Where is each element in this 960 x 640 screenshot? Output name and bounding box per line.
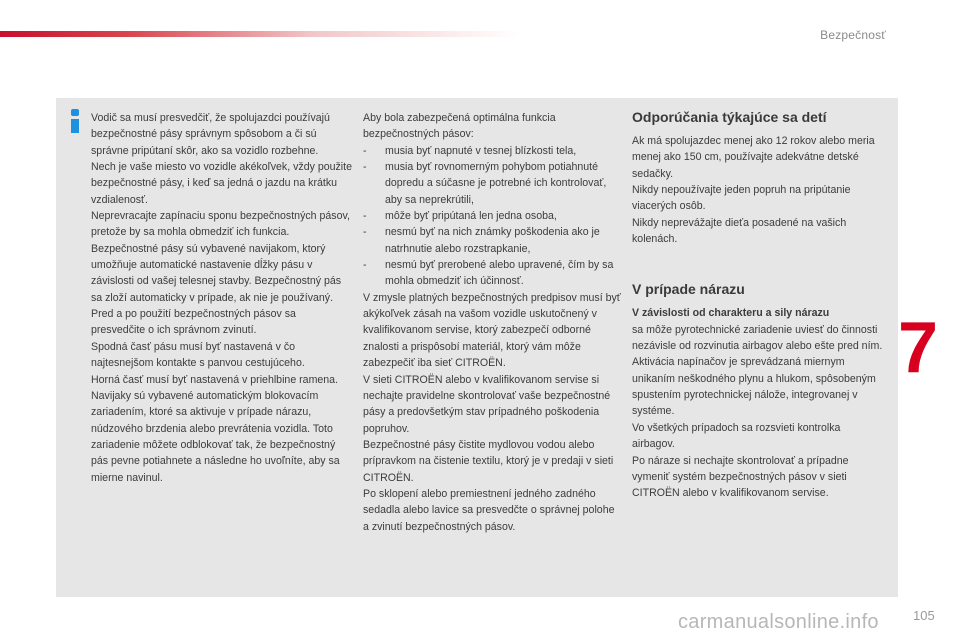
subsection-bold	[632, 305, 884, 419]
list-dash: -	[363, 210, 367, 223]
subsection-lead: V závislosti od charakteru a sily nárazu	[632, 307, 830, 320]
paragraph: V zmysle platných bezpečnostných predpisov musí byť akýkoľvek zásah na vašom vozidle uskutočnený v kvalifikovanom servise, ktorý zabezpečí odborné znalosti a prispôsobí materiál, ktorý vám môže zabezpečiť iba sieť CITROËN.	[363, 291, 621, 370]
list-dash: -	[363, 259, 367, 272]
intro-text: Aby bola zabezpečená optimálna funkcia bezpečnostných pásov:	[363, 112, 556, 141]
header-accent-bar	[0, 31, 520, 37]
column-seatbelt-function	[363, 110, 621, 535]
list-item-text: nesmú byť prerobené alebo upravené, čím by sa mohla obmedziť ich účinnosť.	[385, 259, 614, 288]
paragraph: Neprevracajte zapínaciu sponu bezpečnostných pásov, pretože by sa mohla obmedziť ich funkcia.	[91, 210, 350, 239]
chapter-number: 7	[898, 308, 939, 388]
paragraph: Pred a po použití bezpečnostných pásov sa presvedčite o ich správnom zvinutí.	[91, 308, 296, 337]
list-item	[363, 143, 621, 159]
section-title: Bezpečnosť	[820, 28, 886, 42]
list-item-text: nesmú byť na nich známky poškodenia ako je natrhnutie alebo rozstrapkanie,	[385, 226, 600, 255]
paragraph: Po sklopení alebo premiestnení jedného zadného sedadla alebo lavice sa presvedčte o správnej polohe a zvinutí bezpečnostných pásov.	[363, 487, 615, 533]
paragraph: Vo všetkých prípadoch sa rozsvieti kontrolka airbagov.	[632, 421, 841, 451]
paragraph: Navijaky sú vybavené automatickým blokovacím zariadením, ktoré sa aktivuje v prípade nárazu, núdzového brzdenia alebo prevrátenia vozidla. Toto zariadenie môžete odblokovať tak, že bezpečnostný pás pevne potiahnete a následne ho uvoľníte, aby sa mierne navinul.	[91, 389, 340, 484]
list-dash: -	[363, 144, 367, 157]
list-dash: -	[363, 226, 367, 239]
paragraph: Nech je vaše miesto vo vozidle akékoľvek, vždy použite bezpečnostné pásy, i keď sa jedná o jazdu na krátku vzdialenosť.	[91, 161, 352, 206]
list-dash: -	[363, 161, 367, 174]
paragraph: Nikdy neprevážajte dieťa posadené na vašich kolenách.	[632, 216, 847, 246]
list-item	[363, 224, 621, 257]
list-item-text: musia byť rovnomerným pohybom potiahnuté dopredu a súčasne je potrebné ich kontrolovať, aby sa neprekrútili,	[385, 161, 607, 206]
paragraph: Spodná časť pásu musí byť nastavená v čo najtesnejšom kontakte s panvou cestujúceho.	[91, 340, 305, 370]
paragraph: V sieti CITROËN alebo v kvalifikovanom servise si nechajte pravidelne skontrolovať vaše bezpečnostné pásy a predovšetkým stav prípadného poškodenia popruhov.	[363, 373, 611, 435]
info-icon-dot	[71, 109, 79, 116]
paragraph: Bezpečnostné pásy sú vybavené navijakom, ktorý umožňuje automatické nastavenie dĺžky pásu v závislosti od vašej telesnej stavby. Bezpečnostný pás sa zloží automaticky v prípade, ak nie je používaný.	[91, 242, 342, 304]
paragraph: Ak má spolujazdec menej ako 12 rokov alebo meria menej ako 150 cm, používajte adekvátne detské sedačky.	[632, 135, 875, 180]
info-icon-stem	[71, 119, 79, 133]
list-item	[363, 159, 621, 208]
heading-children-recommendations: Odporúčania týkajúce sa detí	[632, 109, 827, 125]
list-item-text: musia byť napnuté v tesnej blízkosti tela,	[385, 144, 577, 157]
column-seatbelt-notes	[91, 110, 353, 486]
list-item-text: môže byť pripútaná len jedna osoba,	[385, 210, 557, 223]
paragraph: Po náraze si nechajte skontrolovať a prípadne vymeniť systém bezpečnostných pásov v sieti CITROËN alebo v kvalifikovanom servise.	[632, 454, 849, 500]
info-icon	[68, 109, 82, 133]
list-item	[363, 257, 621, 290]
watermark: carmanualsonline.info	[678, 611, 879, 633]
paragraph: Nikdy nepoužívajte jeden popruh na pripútanie viacerých osôb.	[632, 184, 851, 213]
list-item	[363, 208, 621, 224]
paragraph: Horná časť musí byť nastavená v priehlbine ramena.	[91, 373, 339, 386]
subsection-text: sa môže pyrotechnické zariadenie uviesť do činnosti nezávisle od rozvinutia airbagov alebo ešte pred ním. Aktivácia napínačov je sprevádzaná miernym unikaním neškodného plynu a hlukom, spôsobeným spustením pyrotechnickej nálože, integrovanej v systéme.	[632, 323, 883, 418]
paragraph: Vodič sa musí presvedčiť, že spolujazdci používajú bezpečnostné pásy správnym spôsobom a či sú správne pripútaní skôr, ako sa vozidlo rozbehne.	[91, 112, 330, 157]
page-number: 105	[913, 608, 935, 623]
column-children-and-crash	[632, 108, 884, 502]
heading-in-case-of-crash: V prípade nárazu	[632, 281, 745, 298]
paragraph: Bezpečnostné pásy čistite mydlovou vodou alebo prípravkom na čistenie textilu, ktorý je v predaji v sieti CITROËN.	[363, 438, 614, 484]
